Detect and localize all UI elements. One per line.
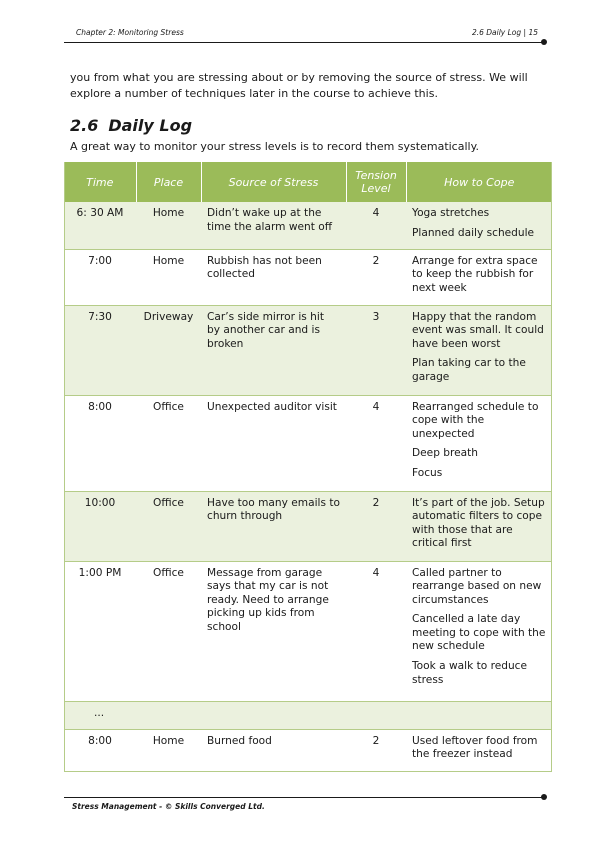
time-cell: 1:00 PM <box>64 561 136 701</box>
footer-rule <box>64 797 544 798</box>
time-cell: 8:00 <box>64 729 136 771</box>
place-cell: Home <box>136 249 201 305</box>
place-cell <box>136 701 201 729</box>
tension-level-cell: 4 <box>346 202 406 249</box>
cope-item: Happy that the random event was small. It could have been worst <box>412 310 544 350</box>
source-cell: Message from garage says that my car is not ready. Need to arrange picking up kids from school <box>201 561 346 701</box>
cope-cell <box>406 561 552 701</box>
table-row <box>64 395 552 491</box>
source-cell: Car’s side mirror is hit by another car and is broken <box>201 305 346 395</box>
col-header-source: Source of Stress <box>201 162 346 202</box>
source-cell: Unexpected auditor visit <box>201 395 346 491</box>
time-cell: 7:00 <box>64 249 136 305</box>
page-number: 2.6 Daily Log | 15 <box>471 28 538 37</box>
tension-level-cell: 3 <box>346 305 406 395</box>
header-rule-dot <box>541 39 547 45</box>
cope-item: Plan taking car to the garage <box>412 357 526 383</box>
table-row <box>64 701 552 729</box>
cope-item: Called partner to rearrange based on new circumstances <box>412 566 542 606</box>
header-rule <box>64 42 544 43</box>
cope-item: Rearranged schedule to cope with the unexpected <box>412 400 539 440</box>
cope-cell <box>406 729 552 771</box>
cope-item: Deep breath <box>412 447 479 460</box>
tension-level-cell: 4 <box>346 561 406 701</box>
table-row <box>64 249 552 305</box>
cope-item: Cancelled a late day meeting to cope with the new schedule <box>412 613 546 653</box>
section-heading <box>70 116 192 135</box>
place-cell: Office <box>136 561 201 701</box>
table-row <box>64 729 552 771</box>
cope-cell <box>406 249 552 305</box>
tension-level-cell: 2 <box>346 729 406 771</box>
place-cell: Office <box>136 395 201 491</box>
table-row <box>64 202 552 249</box>
col-header-cope: How to Cope <box>406 162 552 202</box>
cope-cell <box>406 701 552 729</box>
place-cell: Home <box>136 729 201 771</box>
section-number: 2.6 <box>70 116 99 135</box>
time-cell: ... <box>64 701 136 729</box>
table-header-row <box>64 162 552 202</box>
col-header-tension: Tension Level <box>346 162 406 202</box>
cope-item: Yoga stretches <box>412 207 490 219</box>
table-row <box>64 561 552 701</box>
cope-item: Took a walk to reduce stress <box>412 660 528 686</box>
footer-text: Stress Management - © Skills Converged Ltd. <box>72 802 265 811</box>
cope-item: Planned daily schedule <box>412 226 535 239</box>
footer-rule-dot <box>541 794 547 800</box>
tension-level-cell: 2 <box>346 491 406 561</box>
source-cell: Rubbish has not been collected <box>201 249 346 305</box>
intro-paragraph: you from what you are stressing about or by removing the source of stress. We will explore a number of techniques later in the course to achieve this. <box>70 71 528 100</box>
time-cell: 7:30 <box>64 305 136 395</box>
place-cell: Office <box>136 491 201 561</box>
col-header-time: Time <box>64 162 136 202</box>
table-row <box>64 305 552 395</box>
section-title: Daily Log <box>108 116 193 135</box>
daily-log-table <box>64 162 552 772</box>
source-cell <box>201 701 346 729</box>
cope-cell <box>406 395 552 491</box>
time-cell: 8:00 <box>64 395 136 491</box>
cope-item: It’s part of the job. Setup automatic filters to cope with those that are critical first <box>412 496 545 550</box>
cope-cell <box>406 305 552 395</box>
time-cell: 6: 30 AM <box>64 202 136 249</box>
tension-level-cell <box>346 701 406 729</box>
place-cell: Home <box>136 202 201 249</box>
cope-item: Focus <box>412 466 443 479</box>
cope-cell <box>406 491 552 561</box>
source-cell: Have too many emails to churn through <box>201 491 346 561</box>
tension-level-cell: 4 <box>346 395 406 491</box>
place-cell: Driveway <box>136 305 201 395</box>
source-cell: Didn’t wake up at the time the alarm went off <box>201 202 346 249</box>
cope-item: Arrange for extra space to keep the rubbish for next week <box>412 254 538 294</box>
chapter-title: Chapter 2: Monitoring Stress <box>76 28 184 37</box>
section-lead: A great way to monitor your stress levels is to record them systematically. <box>70 140 480 153</box>
time-cell: 10:00 <box>64 491 136 561</box>
table-row <box>64 491 552 561</box>
cope-item: Used leftover food from the freezer instead <box>412 734 538 761</box>
col-header-place: Place <box>136 162 201 202</box>
tension-level-cell: 2 <box>346 249 406 305</box>
source-cell: Burned food <box>201 729 346 771</box>
cope-cell <box>406 202 552 249</box>
